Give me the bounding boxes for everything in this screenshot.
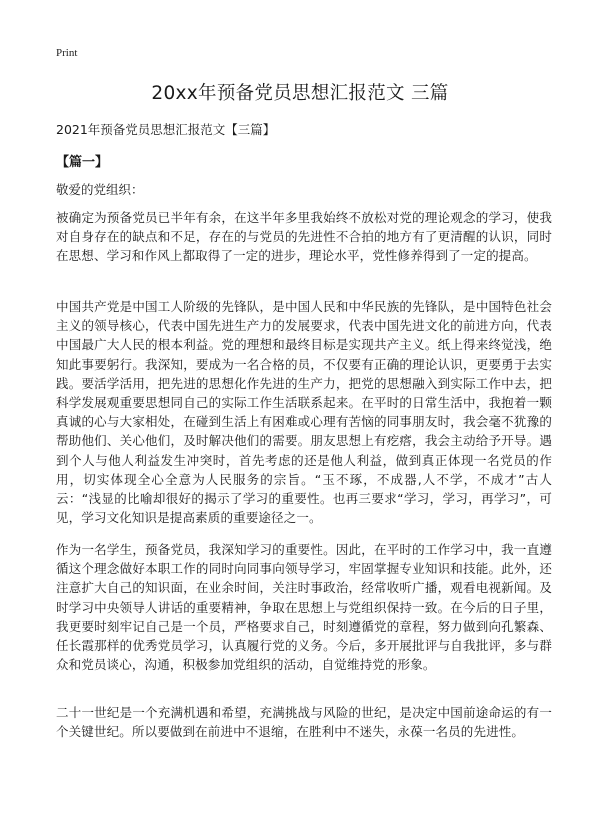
paragraph: 二十一世纪是一个充满机遇和希望，充满挑战与风险的世纪，是决定中国前途命运的有一个关键世纪。所以要做到在前进中不退缩，在胜利中不迷失，永葆一名员的先进性。 xyxy=(56,705,552,740)
document-subtitle: 2021年预备党员思想汇报范文【三篇】 xyxy=(56,122,276,137)
greeting: 敬爱的党组织： xyxy=(56,182,144,197)
document-title: 20xx年预备党员思想汇报范文 三篇 xyxy=(151,83,449,104)
paragraph: 被确定为预备党员已半年有余，在这半年多里我始终不放松对党的理论观念的学习，使我对自身存在的缺点和不足，存在的与党员的先进性不合拍的地方有了更清醒的认识，同时在思想、学习和作风上都取得了一定的进步，理论水平，党性修养得到了一定的提高。 xyxy=(56,210,552,264)
paragraph: 中国共产党是中国工人阶级的先锋队，是中国人民和中华民族的先锋队，是中国特色社会主义的领导核心，代表中国先进生产力的发展要求，代表中国先进文化的前进方向，代表中国最广大人民的根本利益。党的理想和最终目标是实现共产主义。纸上得来终觉浅，绝知此事要躬行。我深知，要成为一名合格的员，不仅要有正确的理论认识，更要勇于去实践。要活学活用，把先进的思想化作先进的生产力，把党的思想融入到实际工作中去，把科学发展观重要思想同自己的实际工作生活联系起来。在平时的日常生活中，我抱着一颗真诚的心与大家相处，在碰到生活上有困难或心理有苦恼的同事朋友时，我会毫不犹豫的帮助他们、关心他们，及时解决他们的需要。朋友思想上有疙瘩，我会主动给予开导。遇到个人与他人利益发生冲突时，首先考虑的还是他人利益，做到真正体现一名党员的作用，切实体现全心全意为人民服务的宗旨。“玉不琢，不成器,人不学，不成才”古人云：“浅显的比喻却很好的揭示了学习的重要性。也再三要求“学习，学习，再学习”，可见，学习文化知识是提高素质的重要途径之一。 xyxy=(56,299,552,526)
print-link[interactable]: Print xyxy=(56,47,78,59)
section-heading: 【篇一】 xyxy=(56,155,109,170)
paragraph: 作为一名学生，预备党员，我深知学习的重要性。因此，在平时的工作学习中，我一直遵循这个理念做好本职工作的同时向同事向领导学习，牢固掌握专业知识和技能。此外，还注意扩大自己的知识面，在业余时间，关注时事政治，经常收听广播，观看电视新闻。及时学习中央领导人讲话的重要精神，争取在思想上与党组织保持一致。在今后的日子里，我更要时刻牢记自己是一个员，严格要求自己，时刻遵循党的章程，努力做到向孔繁森、任长霞那样的优秀党员学习，认真履行党的义务。今后，多开展批评与自我批评，多与群众和党员谈心，沟通，积极参加党组织的活动，自觉维持党的形象。 xyxy=(56,542,552,673)
